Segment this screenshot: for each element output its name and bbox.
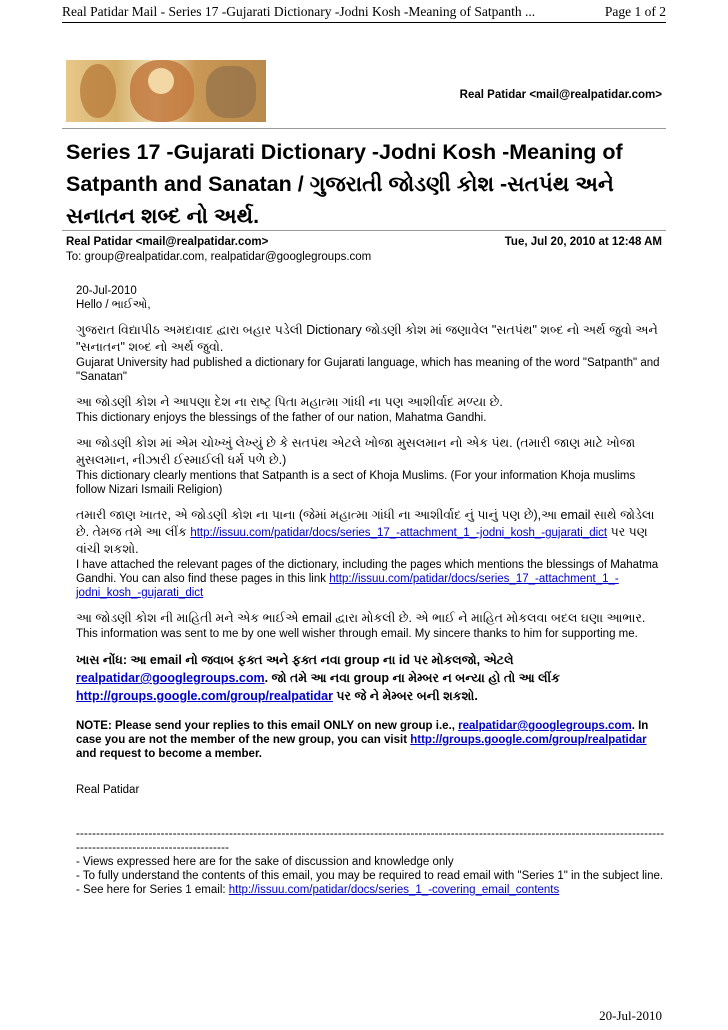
- group-email-link[interactable]: realpatidar@googlegroups.com: [76, 671, 265, 685]
- note-gujarati: પર જે ને મેમ્બર બની શકશો.: [332, 689, 478, 703]
- banner-image: [66, 60, 266, 122]
- group-email-link-en[interactable]: realpatidar@googlegroups.com: [458, 720, 632, 732]
- paragraph-gujarati: આ જોડણી કોશ માં એમ ચોખ્ખું લેખ્યું છે કે સતપંથ એટલે ખોજા મુસલમાન નો એક પંથ. (તમારી જાણ માટે ખોજા મુસલમાન, નીઝારી ઈસ્માઈલી ધર્મ પળે છે.): [76, 436, 636, 467]
- series1-link[interactable]: http://issuu.com/patidar/docs/series_1_-covering_email_contents: [228, 884, 560, 896]
- print-header: [62, 2, 666, 23]
- divider: [62, 230, 666, 231]
- sent-date: Tue, Jul 20, 2010 at 12:48 AM: [504, 236, 662, 248]
- account-label: Real Patidar <mail@realpatidar.com>: [459, 89, 662, 101]
- group-link-en[interactable]: http://groups.google.com/group/realpatidar: [410, 734, 647, 746]
- disclaimer-line: - To fully understand the contents of this email, you may be required to read email with "Series 1" in the subject line.: [76, 870, 664, 882]
- paragraph-english: This dictionary clearly mentions that Satpanth is a sect of Khoja Muslims. (For your information Khoja muslims follow Nizari Ismaili Religion): [76, 470, 636, 496]
- group-link[interactable]: http://groups.google.com/group/realpatidar: [76, 689, 333, 703]
- issuu-attachment-link-en[interactable]: http://issuu.com/patidar/docs/series_17_-attachment_1_-jodni_kosh_-gujarati_dict: [76, 573, 619, 599]
- date-line: 20-Jul-2010: [76, 285, 137, 297]
- greeting: Hello / ભાઈઓ,: [76, 299, 151, 311]
- issuu-attachment-link[interactable]: http://issuu.com/patidar/docs/series_17_-attachment_1_-jodni_kosh_-gujarati_dict: [190, 527, 608, 539]
- paragraph-english: This information was sent to me by one well wisher through email. My sincere thanks to him for supporting me.: [76, 628, 638, 640]
- paragraph-gujarati: આ જોડણી કોશ ને આપણા દેશ ના રાષ્ટ્ર પિતા મહાત્મા ગાંધી ના પણ આશીર્વાદ મળ્યા છે.: [76, 395, 503, 409]
- from-row: [66, 236, 662, 248]
- sender: Real Patidar <mail@realpatidar.com>: [66, 236, 269, 248]
- email-body: [76, 284, 666, 907]
- running-title: Real Patidar Mail - Series 17 -Gujarati Dictionary -Jodni Kosh -Meaning of Satpanth ...: [62, 4, 536, 19]
- recipients: To: group@realpatidar.com, realpatidar@googlegroups.com: [66, 251, 372, 263]
- signature: Real Patidar: [76, 784, 140, 796]
- email-subject: Series 17 -Gujarati Dictionary -Jodni Kosh -Meaning of Satpanth and Sanatan / ગુજરાતી જોડણી કોશ -સતપંથ અને સનાતન શબ્દ નો અર્થ.: [66, 140, 623, 228]
- paragraph-english: Gujarat University had published a dictionary for Gujarati language, which has meaning of the word "Satpanth" and "Sanatan": [76, 357, 660, 383]
- paragraph-gujarati: પર પણ વાંચી શકશો.: [76, 525, 648, 556]
- footer-date: 20-Jul-2010: [599, 1008, 662, 1023]
- page-number: Page 1 of 2: [604, 4, 666, 19]
- note-english: NOTE: Please send your replies to this email ONLY on new group i.e.,: [76, 720, 459, 732]
- paragraph-gujarati: ગુજરાત વિદ્યાપીઠ અમદાવાદ દ્વારા બહાર પડેલી Dictionary જોડણી કોશ માં જણાવેલ "સતપંથ" શબ્દ નો અર્થ જુવો અને "સનાતન" શબ્દ નો અર્થ જુવો.: [76, 323, 658, 354]
- paragraph-gujarati: તમારી જાણ ખાતર, એ જોડણી કોશ ના પાના (જેમાં મહાત્મા ગાંધી ના આશીર્વાદ નું પાનું પણ છે),આ email સાથે જોડેલા છે. તેમજ તમે આ લીંક: [76, 508, 655, 539]
- note-gujarati: . જો તમે આ નવા group ના મેમ્બર ન બન્યા હો તો આ લીંક: [264, 671, 560, 685]
- note-english: . In case you are not the member of the new group, you can visit: [76, 720, 649, 746]
- disclaimer-line: - Views expressed here are for the sake of discussion and knowledge only: [76, 856, 454, 868]
- note-gujarati: ખાસ નોંધ: આ email નો જવાબ ફક્ત અને ફક્ત નવા group ના id પર મોકલજો, એટલે: [76, 653, 514, 667]
- divider: [62, 128, 666, 129]
- paragraph-english: This dictionary enjoys the blessings of the father of our nation, Mahatma Gandhi.: [76, 412, 487, 424]
- paragraph-english: I have attached the relevant pages of the dictionary, including the pages which mentions the blessings of Mahatma Gandhi. You can also find these pages in this link: [76, 559, 659, 585]
- separator-line: ----------------------------------------------------------------------------------------------------------------------------------------------------------------------------------------: [76, 828, 665, 854]
- note-english: and request to become a member.: [76, 748, 262, 760]
- disclaimer-line: - See here for Series 1 email:: [76, 884, 229, 896]
- paragraph-gujarati: આ જોડણી કોશ ની માહિતી મને એક ભાઈએ email દ્વારા મોકલી છે. એ ભાઈ ને માહિત મોકલવા બદલ ઘણા આભાર.: [76, 611, 646, 625]
